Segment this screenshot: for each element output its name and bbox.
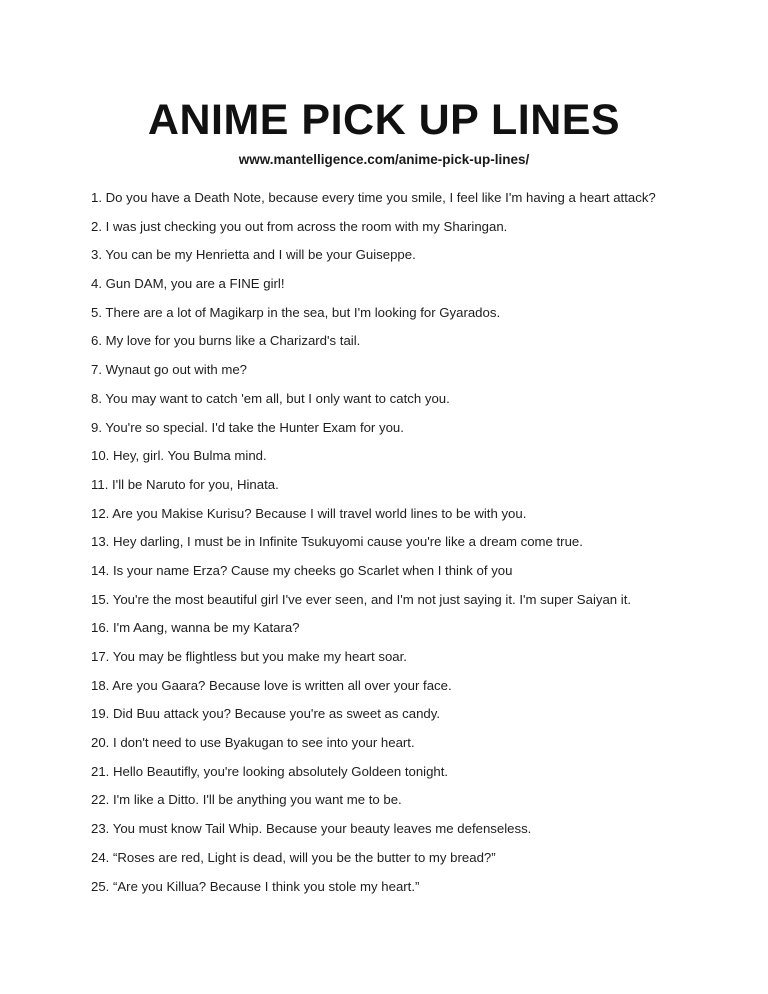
list-item: 10. Hey, girl. You Bulma mind.	[91, 448, 267, 464]
list-item: 2. I was just checking you out from across the room with my Sharingan.	[91, 218, 508, 234]
list-item: 3. You can be my Henrietta and I will be your Guiseppe.	[91, 247, 416, 263]
list-item: 14. Is your name Erza? Cause my cheeks go Scarlet when I think of you	[91, 562, 513, 578]
list-item: 17. You may be flightless but you make my heart soar.	[91, 649, 407, 664]
list-item: 15. You're the most beautiful girl I've ever seen, and I'm not just saying it. I'm super Saiyan it.	[91, 591, 632, 607]
pickup-lines-list	[91, 188, 741, 905]
list-item: 4. Gun DAM, you are a FINE girl!	[91, 276, 285, 292]
list-item: 7. Wynaut go out with me?	[91, 362, 248, 378]
list-item: 24. “Roses are red, Light is dead, will you be the butter to my bread?”	[91, 849, 496, 865]
list-item: 25. “Are you Killua? Because I think you stole my heart.”	[91, 878, 420, 894]
list-item: 20. I don't need to use Byakugan to see into your heart.	[91, 735, 415, 751]
list-item: 23. You must know Tail Whip. Because your beauty leaves me defenseless.	[91, 821, 532, 837]
list-item: 5. There are a lot of Magikarp in the sea, but I'm looking for Gyarados.	[91, 304, 501, 320]
list-item: 13. Hey darling, I must be in Infinite Tsukuyomi cause you're like a dream come true.	[91, 534, 583, 550]
source-url: www.mantelligence.com/anime-pick-up-lines/	[238, 152, 530, 167]
list-item: 18. Are you Gaara? Because love is written all over your face.	[91, 677, 452, 693]
list-item: 21. Hello Beautifly, you're looking absolutely Goldeen tonight.	[91, 763, 449, 779]
list-item: 6. My love for you burns like a Charizard's tail.	[91, 333, 361, 349]
list-item: 8. You may want to catch 'em all, but I only want to catch you.	[91, 390, 450, 406]
list-item: 11. I'll be Naruto for you, Hinata.	[91, 476, 279, 492]
page-title: ANIME PICK UP LINES	[147, 96, 621, 144]
list-item: 12. Are you Makise Kurisu? Because I will travel world lines to be with you.	[91, 505, 527, 521]
list-item: 22. I'm like a Ditto. I'll be anything you want me to be.	[91, 792, 402, 808]
list-item: 16. I'm Aang, wanna be my Katara?	[91, 620, 300, 636]
list-item: 9. You're so special. I'd take the Hunter Exam for you.	[91, 419, 404, 435]
list-item: 1. Do you have a Death Note, because every time you smile, I feel like I'm having a heart attack?	[91, 190, 656, 205]
list-item: 19. Did Buu attack you? Because you're as sweet as candy.	[91, 706, 441, 722]
